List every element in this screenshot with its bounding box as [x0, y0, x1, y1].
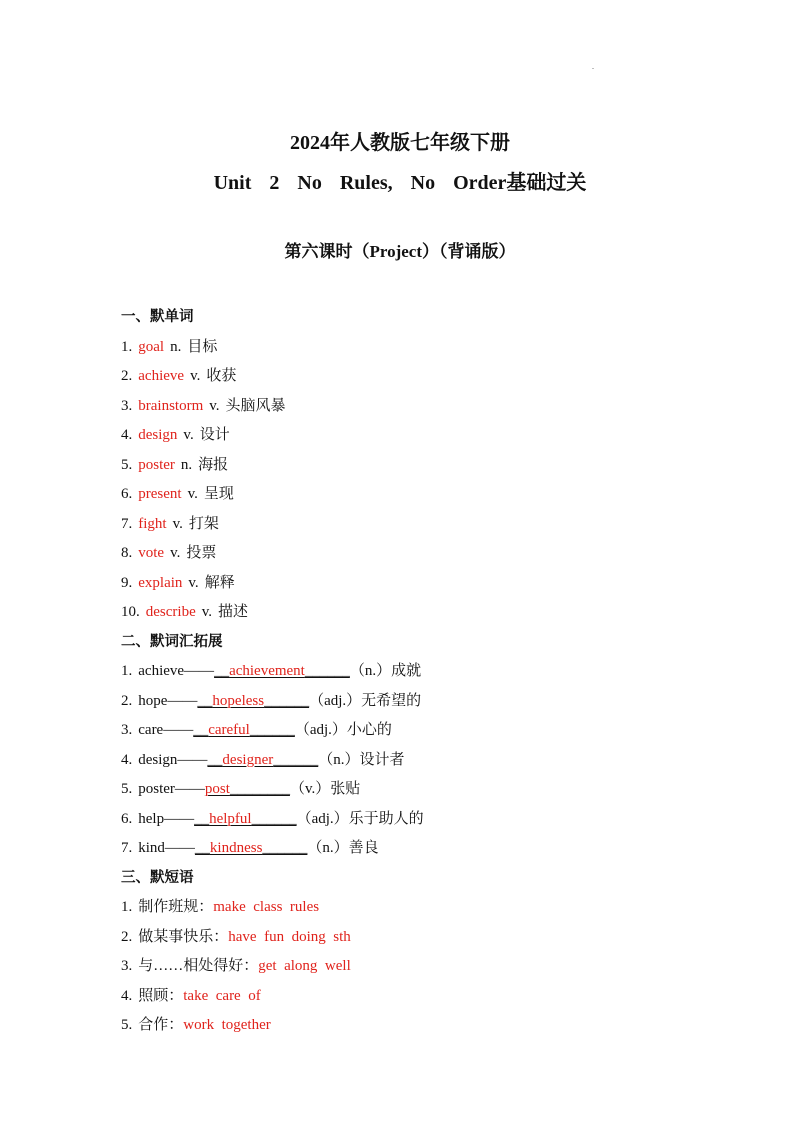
- list-item: [121, 893, 741, 923]
- list-item: [121, 569, 741, 599]
- list-item: [121, 1011, 741, 1041]
- word-meaning: 投票: [186, 545, 217, 561]
- vocab-word: vote: [138, 545, 165, 561]
- answer-blank: [194, 811, 297, 827]
- list-item: [121, 333, 741, 363]
- word-meaning: 设计: [199, 427, 230, 443]
- vocab-word: fight: [138, 515, 167, 532]
- phrase-english: take care of: [183, 987, 261, 1004]
- list-item: [121, 805, 741, 835]
- base-word: achieve——: [138, 663, 215, 679]
- item-number: 6.: [121, 810, 133, 827]
- answer-blank: [214, 663, 350, 679]
- item-number: 2.: [121, 928, 133, 945]
- list-item: [121, 687, 741, 717]
- corner-mark: .: [592, 62, 594, 71]
- blank-tail: ______: [249, 722, 295, 738]
- part-of-speech: n.: [170, 338, 182, 355]
- list-item: [121, 834, 741, 864]
- list-item: [121, 952, 741, 982]
- lesson-title: 第六课时（Project）（背诵版）: [284, 242, 516, 261]
- answer-word: careful: [208, 722, 250, 738]
- base-word: poster——: [138, 781, 205, 797]
- word-meaning: 头脑风暴: [225, 397, 286, 414]
- item-number: 4.: [121, 427, 133, 443]
- answer-word: hopeless: [212, 692, 265, 709]
- list-item: [121, 480, 741, 510]
- list-item: [121, 362, 741, 392]
- answer-word: achievement: [229, 663, 305, 679]
- phrase-chinese: 做某事快乐：: [138, 928, 229, 945]
- word-meaning: 海报: [198, 456, 229, 473]
- document-subtitle: Unit 2 No Rules, No Order基础过关: [213, 172, 587, 194]
- item-number: 10.: [121, 604, 140, 620]
- word-note: （v.）张贴: [289, 781, 361, 797]
- phrase-english: get along well: [258, 958, 351, 974]
- word-meaning: 目标: [187, 338, 218, 355]
- word-note: （adj.）小心的: [294, 722, 392, 738]
- part-of-speech: v.: [201, 604, 213, 620]
- list-item: [121, 539, 741, 569]
- word-meaning: 解释: [204, 574, 235, 591]
- phrase-chinese: 与……相处得好：: [138, 958, 259, 974]
- vocab-word: brainstorm: [138, 397, 204, 414]
- blank-lead: __: [207, 751, 223, 768]
- item-number: 7.: [121, 840, 133, 856]
- blank-lead: __: [197, 692, 213, 709]
- blank-lead: __: [214, 663, 230, 679]
- vocab-word: describe: [145, 604, 196, 620]
- base-word: design——: [138, 751, 208, 768]
- item-number: 4.: [121, 751, 133, 768]
- item-number: 3.: [121, 397, 133, 414]
- list-item: [121, 657, 741, 687]
- answer-blank: [193, 722, 295, 738]
- vocab-word: goal: [138, 338, 165, 355]
- blank-tail: ______: [251, 810, 297, 827]
- item-number: 8.: [121, 545, 133, 561]
- vocab-word: present: [138, 486, 182, 502]
- part-of-speech: v.: [183, 427, 194, 443]
- blank-tail: ________: [229, 781, 290, 797]
- list-item: [121, 421, 741, 451]
- answer-word: post: [204, 781, 230, 797]
- word-note: （n.）成就: [349, 663, 422, 679]
- part-of-speech: v.: [172, 515, 183, 532]
- item-number: 7.: [121, 515, 133, 532]
- phrase-english: make class rules: [213, 899, 320, 915]
- word-meaning: 打架: [188, 515, 219, 532]
- word-note: （adj.）无希望的: [309, 692, 422, 709]
- list-item: [121, 982, 741, 1012]
- item-number: 6.: [121, 486, 133, 502]
- base-word: help——: [138, 810, 195, 827]
- list-item: [121, 392, 741, 422]
- base-word: kind——: [138, 840, 195, 856]
- item-number: 1.: [121, 663, 133, 679]
- part-of-speech: v.: [190, 368, 201, 384]
- vocabulary-list: [121, 333, 741, 628]
- part-of-speech: v.: [170, 545, 181, 561]
- base-word: care——: [138, 722, 194, 738]
- blank-lead: __: [193, 722, 209, 738]
- answer-blank: [207, 752, 318, 768]
- item-number: 2.: [121, 368, 133, 384]
- section-vocabulary-title: 一、默单词: [121, 309, 194, 325]
- part-of-speech: v.: [209, 397, 220, 414]
- list-item: [121, 775, 741, 805]
- answer-blank: [197, 693, 309, 709]
- list-item: [121, 716, 741, 746]
- base-word: hope——: [138, 692, 198, 709]
- section-phrases-title: 三、默短语: [121, 869, 194, 886]
- phrase-chinese: 合作：: [138, 1017, 184, 1033]
- answer-word: helpful: [209, 810, 252, 827]
- item-number: 5.: [121, 1017, 133, 1033]
- item-number: 2.: [121, 692, 133, 709]
- word-note: （n.）善良: [307, 840, 379, 856]
- phrase-english: have fun doing sth: [228, 928, 351, 945]
- blank-lead: __: [194, 840, 210, 856]
- item-number: 3.: [121, 722, 133, 738]
- vocab-word: poster: [138, 456, 175, 473]
- list-item: [121, 598, 741, 628]
- vocab-word: achieve: [138, 368, 185, 384]
- list-item: [121, 923, 741, 953]
- phrase-list: [121, 893, 741, 1041]
- item-number: 5.: [121, 781, 133, 797]
- item-number: 4.: [121, 987, 133, 1004]
- list-item: [121, 746, 741, 776]
- word-note: （n.）设计者: [318, 751, 405, 768]
- document-title: 2024年人教版七年级下册: [290, 132, 510, 154]
- word-note: （adj.）乐于助人的: [296, 810, 424, 827]
- section-word-extension-title: 二、默词汇拓展: [121, 633, 223, 650]
- content-body: [121, 303, 741, 1041]
- blank-tail: ______: [264, 692, 310, 709]
- phrase-chinese: 照顾：: [138, 987, 184, 1004]
- item-number: 1.: [121, 338, 133, 355]
- word-meaning: 呈现: [203, 486, 234, 502]
- blank-tail: ______: [304, 663, 350, 679]
- item-number: 9.: [121, 574, 133, 591]
- part-of-speech: v.: [188, 574, 199, 591]
- blank-tail: ______: [273, 751, 319, 768]
- vocab-word: explain: [138, 574, 183, 591]
- answer-blank: [195, 840, 308, 856]
- phrase-english: work together: [183, 1017, 271, 1033]
- answer-blank: [205, 781, 290, 797]
- blank-lead: __: [194, 810, 210, 827]
- answer-word: designer: [222, 751, 274, 768]
- item-number: 5.: [121, 456, 133, 473]
- part-of-speech: v.: [187, 486, 198, 502]
- word-meaning: 描述: [218, 604, 249, 620]
- list-item: [121, 510, 741, 540]
- vocab-word: design: [138, 427, 178, 443]
- word-meaning: 收获: [206, 368, 237, 384]
- item-number: 3.: [121, 958, 133, 974]
- blank-tail: ______: [262, 840, 308, 856]
- list-item: [121, 451, 741, 481]
- part-of-speech: n.: [180, 456, 193, 473]
- answer-word: kindness: [209, 840, 263, 856]
- phrase-chinese: 制作班规：: [138, 899, 214, 915]
- item-number: 1.: [121, 899, 133, 915]
- word-extension-list: [121, 657, 741, 864]
